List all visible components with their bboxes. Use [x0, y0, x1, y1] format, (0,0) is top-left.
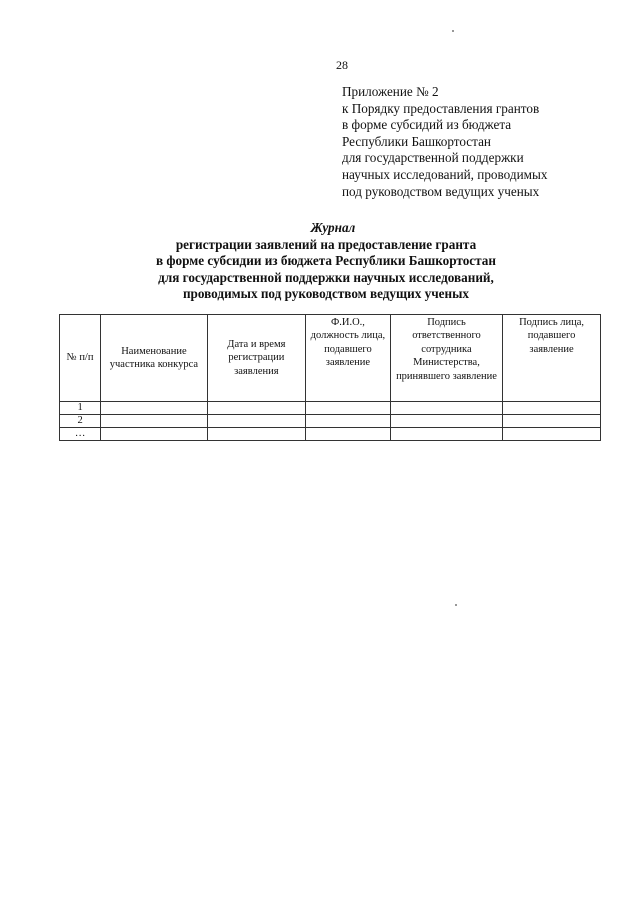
header-number: № п/п [60, 315, 101, 402]
appendix-line: Приложение № 2 [342, 84, 439, 99]
table-cell [503, 428, 601, 441]
header-registration-date: Дата и время регистрации заявления [207, 315, 305, 402]
table-cell [207, 402, 305, 415]
title-line: в форме субсидии из бюджета Республики Башкортостан [156, 253, 496, 269]
table-cell [101, 415, 207, 428]
title-line: для государственной поддержки научных исследований, [158, 269, 494, 285]
appendix-line: научных исследований, проводимых [342, 166, 548, 182]
appendix-line: Республики Башкортостан [342, 133, 491, 149]
header-participant-name: Наименование участника конкурса [101, 315, 207, 402]
table-cell [390, 402, 502, 415]
table-row [60, 402, 601, 415]
table-cell [306, 415, 391, 428]
appendix-line: под руководством ведущих ученых [342, 183, 540, 199]
table-row [60, 428, 601, 441]
table-cell [390, 428, 502, 441]
table-cell [306, 402, 391, 415]
title-line: регистрации заявлений на предоставление гранта [175, 236, 477, 252]
table-cell [101, 402, 207, 415]
scan-speck [452, 30, 454, 32]
document-title [0, 220, 640, 303]
registration-journal-table [59, 314, 601, 441]
header-applicant-signature: Подпись лица, подавшего заявление [503, 315, 601, 402]
header-applicant-fio: Ф.И.О., должность лица, подавшего заявление [306, 315, 391, 402]
appendix-line: в форме субсидий из бюджета [342, 117, 512, 133]
appendix-line: к Порядку предоставления грантов [342, 100, 540, 116]
table-cell: 1 [60, 402, 101, 415]
table-row [60, 415, 601, 428]
table-cell [101, 428, 207, 441]
table-cell [207, 415, 305, 428]
table-cell [503, 415, 601, 428]
table-header-row [60, 315, 601, 402]
title-main: Журнал [310, 220, 356, 235]
table-cell [390, 415, 502, 428]
table-cell [207, 428, 305, 441]
header-ministry-signature: Подпись ответственного сотрудника Министерства, принявшего заявление [390, 315, 502, 402]
table-cell [503, 402, 601, 415]
title-line: проводимых под руководством ведущих ученых [182, 286, 470, 302]
appendix-line: для государственной поддержки [342, 150, 524, 166]
appendix-note [342, 84, 622, 200]
page-number: 28 [336, 58, 348, 72]
table-cell [306, 428, 391, 441]
scan-speck [455, 604, 457, 606]
table-cell: 2 [60, 415, 101, 428]
table-cell: … [60, 428, 101, 441]
